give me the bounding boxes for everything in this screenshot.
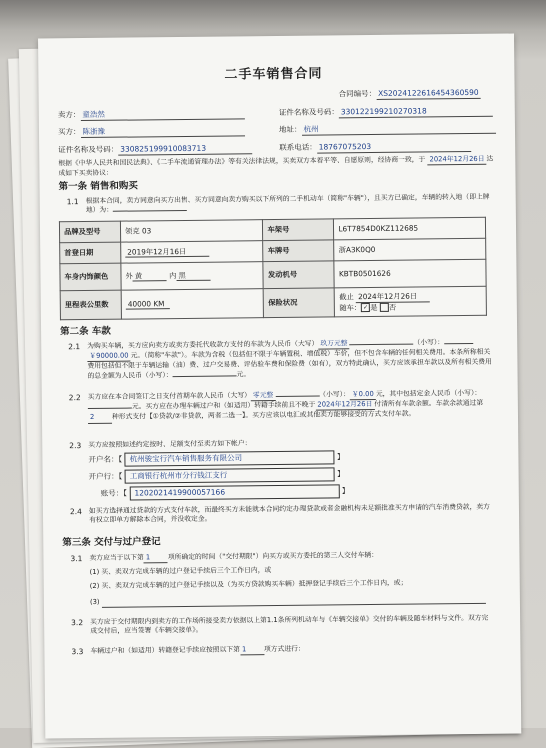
color-label: 车身内饰颜色 xyxy=(60,263,121,291)
clause-2-3-text: 买方应按照如述约定按时、足额支付至卖方如下帐户： xyxy=(88,439,252,449)
account-value: 1202021419900057166 xyxy=(129,484,339,500)
account-row: 账号：【 1202021419900057166 】 xyxy=(101,484,350,501)
insurance-label: 保险状况 xyxy=(264,288,335,318)
plate-value: 浙A3K0Q0 xyxy=(334,238,486,261)
clause-3-1-number: 3.1 xyxy=(70,554,83,564)
clause-2-2-number: 2.2 xyxy=(68,393,81,403)
reg-date-label: 首登日期 xyxy=(60,242,121,264)
clause-2-4-text: 如买方选择通过贷款的方式支付车款，而最终买方未能就本合同约定办理贷款或者金融机构未足额批准买方申请的汽车消费贷款，卖方有权立即单方解除本合同，并没收定金。 xyxy=(88,502,490,525)
insurance-value: 截止 2024年12月26日 随车： ✓ 是 否 xyxy=(335,286,487,317)
section-2-title: 第二条 车款 xyxy=(60,325,111,338)
clause-2-3-number: 2.3 xyxy=(69,441,82,451)
bank-row: 开户行：【 工商银行杭州市分行钱江支行 】 xyxy=(89,467,345,484)
vin-label: 车架号 xyxy=(263,219,334,241)
vehicle-info-table xyxy=(59,217,487,320)
buyer-id-row: 证件名称及号码： 330825199910083713 xyxy=(58,143,252,156)
bank-value: 工商银行杭州市分行钱江支行 xyxy=(125,467,335,483)
insurance-yes-checkbox[interactable]: ✓ xyxy=(363,304,369,312)
clause-3-3-number: 3.3 xyxy=(71,647,84,657)
engine-label: 发动机号 xyxy=(263,261,334,289)
contract-page xyxy=(38,34,521,739)
buyer-row: 买方： 陈浙豫 xyxy=(58,125,245,138)
insurance-no-checkbox[interactable] xyxy=(380,303,389,312)
clause-3-2-text: 买方应于交付期限内到卖方的工作场所接受卖方依据以上第1.1条所列机动车与《车辆交接单》交付的车辆及随车材料与文件。双方完成交付后，应当签署《车辆交接单》。 xyxy=(90,613,489,636)
clause-3-1-option-1: (1) 买、卖双方完成车辆的过户登记手续后三个工作日内，或 xyxy=(89,566,272,576)
vin-value: L6T7854D0KZ112685 xyxy=(334,217,486,240)
clause-3-1-text: 卖方应当于以下第 1 项所确定的时间（"交付期限"）向买方或买方委托的第三人交付车辆： xyxy=(89,550,379,562)
section-1-title: 第一条 销售和购买 xyxy=(58,180,138,193)
clause-3-1-option-2: (2) 买、卖双方完成车辆的过户登记手续以及（为买方贷款购买车辆）抵押登记手续后三个工作日内，或； xyxy=(89,578,408,590)
color-value: 外 黄 内 黑 xyxy=(121,262,264,290)
clause-2-4-number: 2.4 xyxy=(69,507,82,517)
contract-number: 合同编号： XS2024122616454360590 xyxy=(339,88,481,101)
contract-title: 二手车销售合同 xyxy=(224,66,323,83)
brand-model-value: 领克 03 xyxy=(120,220,263,242)
engine-value: KBTB0501626 xyxy=(334,259,486,288)
plate-label: 车牌号 xyxy=(263,240,334,262)
section-3-title: 第三条 交付与过户登记 xyxy=(62,536,161,549)
clause-3-2-number: 3.2 xyxy=(71,618,84,628)
payee-value: 杭州骏宝行汽车销售服务有限公司 xyxy=(124,450,334,466)
clause-1-1-text: 根据本合同，卖方同意向买方出售、买方同意向卖方购买以下所列的二手机动车（简称"车辆"），且买方已确定，车辆的转入地（即上牌地）为： xyxy=(85,192,490,215)
reg-date-value: 2019年12月16日 xyxy=(121,241,264,263)
clause-2-1-number: 2.1 xyxy=(68,342,81,352)
seller-row: 卖方： 童浩然 xyxy=(58,108,245,121)
preamble: 根据《中华人民共和国民法典》、《二手车流通管理办法》等有关法律法规，买卖双方本着平等、自愿原则，经协商一致，于 2024年12月26日 达成如下买卖协议： xyxy=(58,154,494,178)
payee-row: 开户名：【 杭州骏宝行汽车销售服务有限公司 】 xyxy=(88,450,344,467)
clause-2-2-text: 买方应在本合同签订之日支付首期车款人民币（大写） 零元整 （小写）： ￥0.00 元，其中包括定金人民币（小写）：元。买方应在办理车辆过户和（如适用）转籍手续前且不晚于 2024年12月26日 付清所有车款余额。车款余款通过第2 种形式支付【①贷款/②非贷款，两者二选一】。买方应该以电汇或其他卖方能够接受的方式支付车款。 xyxy=(88,389,493,424)
mileage-value: 40000 KM xyxy=(121,289,264,319)
clause-3-1-option-3: (3) xyxy=(90,594,486,608)
seller-id-row: 证件名称及号码： 330122199210270318 xyxy=(279,106,493,119)
phone-row: 联系电话： 18767075203 xyxy=(279,141,471,154)
address-row: 地址： 杭州 xyxy=(279,123,496,136)
clause-3-3-text: 车辆过户和（如适用）转籍登记手续应按照以下第 1 项方式进行： xyxy=(90,644,305,655)
brand-model-label: 品牌及型号 xyxy=(59,221,120,243)
clause-2-1-text: 为购买车辆，买方应向卖方或卖方委托代收款方支付的车款为人民币（大写） 玖万元整 （小写）：￥90000.00 元。（简称"车款"）。车款为含税（包括但不限于车辆置税、增值税）车价，但不包含车辆的任何相关费用。本条所称相关费用包括但不限于车辆运输（油）费、过户交易费、评估验车费和保险费（如有），双方特此确认，买方应该承担车款以及所有相关费用的总金额为人民币（小写）： 元。 xyxy=(87,338,492,380)
clause-1-1-number: 1.1 xyxy=(66,197,79,207)
mileage-label: 里程表公里数 xyxy=(60,290,121,320)
